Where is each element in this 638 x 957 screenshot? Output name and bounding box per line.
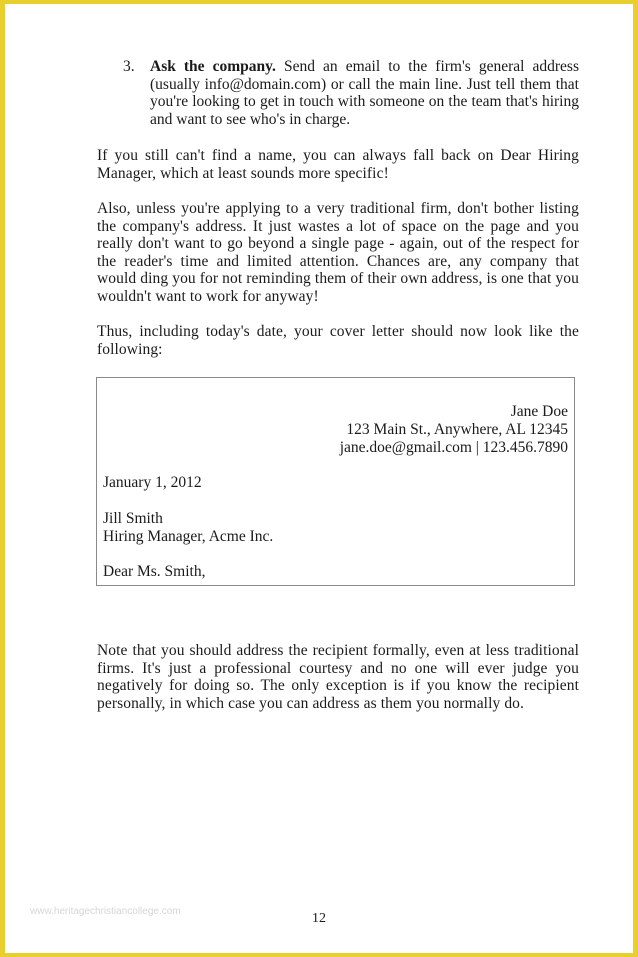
list-item-number: 3. (123, 58, 135, 75)
document-page (5, 4, 633, 953)
sender-address: 123 Main St., Anywhere, AL 12345 (346, 421, 568, 438)
page-number: 12 (312, 911, 326, 926)
sender-name: Jane Doe (510, 403, 568, 420)
sender-contact: jane.doe@gmail.com | 123.456.7890 (339, 439, 568, 456)
recipient-title: Hiring Manager, Acme Inc. (103, 528, 274, 545)
list-item-lead: Ask the company. (150, 58, 276, 75)
letter-salutation: Dear Ms. Smith, (103, 563, 206, 580)
letter-date: January 1, 2012 (103, 474, 202, 491)
watermark-text: www.heritagechristiancollege.com (30, 906, 181, 917)
paragraph-address-advice: Also, unless you're applying to a very traditional firm, don't bother listing the company's address. It just wastes a lot of space on the page and you really don't want to go beyond a single page - again, out of the respect for the reader's time and limited attention. Chances are, any company that would ding you for not reminding them of their own address, is one that you wouldn't want to work for anyway! (97, 200, 579, 305)
cover-letter-example (96, 377, 575, 586)
list-item-text: Send an email to the firm's general address (usually info@domain.com) or call the main line. Just tell them that you're looking to get in touch with someone on the team that's hiring and want to see who's in charge. (150, 58, 579, 128)
numbered-list-item (97, 58, 579, 128)
paragraph-formal-note: Note that you should address the recipient formally, even at less traditional firms. It's just a professional courtesy and no one will ever judge you negatively for doing so. The only exception is if you know the recipient personally, in which case you can address as them you normally do. (97, 642, 579, 712)
list-item-body (150, 58, 579, 128)
paragraph-date-intro: Thus, including today's date, your cover letter should now look like the following: (97, 323, 579, 358)
paragraph-fallback: If you still can't find a name, you can always fall back on Dear Hiring Manager, which at least sounds more specific! (97, 147, 579, 182)
recipient-name: Jill Smith (103, 510, 163, 527)
